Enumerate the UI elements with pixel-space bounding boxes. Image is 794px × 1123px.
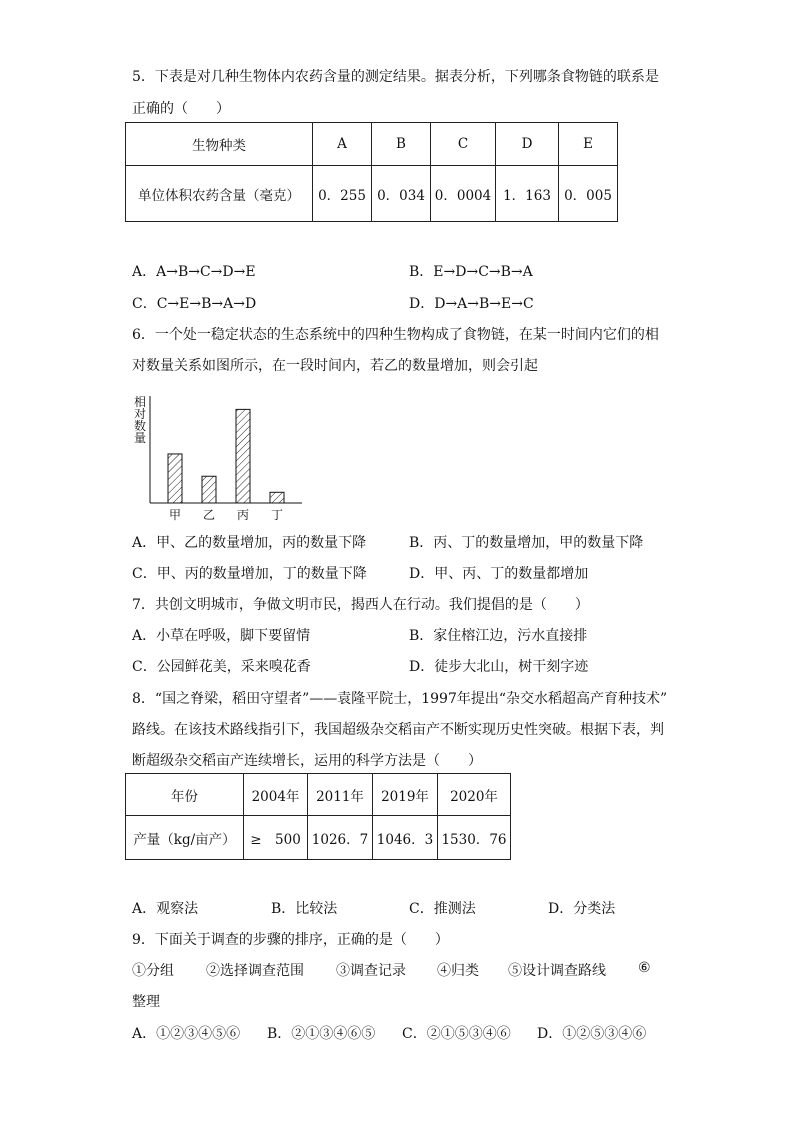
q8-stem-line2: 路线。在该技术路线指引下，我国超级杂交稻亩产不断实现历史性突破。根据下表，判 — [132, 722, 664, 738]
table-cell: 1046．3 — [373, 816, 438, 860]
q6-stem-line1: 6．一个处一稳定状态的生态系统中的四种生物构成了食物链，在某一时间内它们的相 — [132, 327, 659, 343]
q9-step: ②选择调查范围 — [206, 963, 304, 979]
x-tick-label: 甲 — [168, 508, 182, 522]
y-axis-label-char: 相 — [133, 395, 147, 409]
table-row — [126, 123, 618, 166]
table-cell: 0．0004 — [431, 166, 496, 222]
q9-stem: 9．下面关于调查的步骤的排序，正确的是（ ） — [132, 932, 449, 948]
table-cell: 0．255 — [313, 166, 372, 222]
q8-stem-line3: 断超级杂交稻亩产连续增长，运用的科学方法是（ ） — [132, 753, 482, 769]
table-header-cell: E — [559, 123, 618, 166]
q7-option-b[interactable]: B．家住榕江边，污水直接排 — [409, 628, 588, 644]
y-axis-label — [134, 394, 146, 445]
q9-option-d[interactable]: D．①②⑤③④⑥ — [537, 1026, 647, 1042]
table-cell: 单位体积农药含量（毫克） — [126, 166, 313, 222]
q5-stem-line2: 正确的（ ） — [132, 101, 230, 117]
table-header-cell: D — [496, 123, 559, 166]
table-cell: 1026．7 — [308, 816, 373, 860]
table-cell: 1530．76 — [438, 816, 511, 860]
table-header-cell: 年份 — [126, 774, 244, 816]
q7-option-a[interactable]: A．小草在呼吸，脚下要留情 — [132, 628, 311, 644]
q7-stem: 7．共创文明城市，争做文明市民，揭西人在行动。我们提倡的是（ ） — [132, 597, 589, 613]
q8-stem-line1: 8．“国之脊梁，稻田守望者”——袁隆平院士，1997年提出“杂交水稻超高产育种技术” — [132, 691, 668, 707]
q5-table — [125, 122, 618, 222]
y-axis-label-char: 量 — [133, 431, 147, 445]
x-tick-label: 丙 — [236, 508, 250, 522]
table-header-cell: 生物种类 — [126, 123, 313, 166]
q9-step: ⑤设计调查路线 — [508, 963, 606, 979]
q8-table — [125, 773, 511, 860]
q6-stem-line2: 对数量关系如图所示，在一段时间内，若乙的数量增加，则会引起 — [132, 358, 538, 374]
table-header-cell: 2011年 — [308, 774, 373, 816]
table-header-cell: C — [431, 123, 496, 166]
q7-option-d[interactable]: D．徒步大北山，树干刻字迹 — [409, 659, 589, 675]
q9-step: ①分组 — [132, 963, 174, 979]
q5-option-c[interactable]: C．C→E→B→A→D — [132, 296, 257, 312]
q9-step-continued: 整理 — [132, 994, 160, 1010]
table-cell: 0．034 — [372, 166, 431, 222]
q5-option-b[interactable]: B．E→D→C→B→A — [409, 264, 533, 280]
q8-option-a[interactable]: A．观察法 — [132, 901, 199, 917]
q6-option-b[interactable]: B．丙、丁的数量增加，甲的数量下降 — [409, 535, 644, 551]
q8-option-c[interactable]: C．推测法 — [409, 901, 476, 917]
table-header-cell: 2004年 — [244, 774, 308, 816]
q9-option-c[interactable]: C．②①⑤③④⑥ — [402, 1026, 511, 1042]
table-row — [126, 166, 618, 222]
q9-step: ⑥ — [638, 960, 651, 976]
q9-step: ④归类 — [437, 963, 479, 979]
bar-乙 — [202, 476, 216, 503]
y-axis-label-char: 对 — [133, 407, 147, 421]
q6-bar-chart — [132, 388, 302, 523]
table-cell: 0．005 — [559, 166, 618, 222]
table-header-cell: 2020年 — [438, 774, 511, 816]
bar-甲 — [168, 454, 182, 503]
q9-step: ③调查记录 — [336, 963, 406, 979]
q6-option-a[interactable]: A．甲、乙的数量增加，丙的数量下降 — [132, 535, 367, 551]
table-header-cell: A — [313, 123, 372, 166]
q5-option-a[interactable]: A．A→B→C→D→E — [132, 264, 256, 280]
q7-option-c[interactable]: C．公园鲜花美，采来嗅花香 — [132, 659, 311, 675]
x-tick-label: 丁 — [270, 508, 284, 522]
q9-option-a[interactable]: A．①②③④⑤⑥ — [132, 1026, 241, 1042]
table-row — [126, 774, 511, 816]
q9-option-b[interactable]: B．②①③④⑥⑤ — [267, 1026, 376, 1042]
table-header-cell: 2019年 — [373, 774, 438, 816]
table-row — [126, 816, 511, 860]
bar-丙 — [236, 409, 250, 503]
table-cell: 1．163 — [496, 166, 559, 222]
q5-option-d[interactable]: D．D→A→B→E→C — [409, 296, 534, 312]
x-tick-label: 乙 — [202, 508, 216, 522]
bar-丁 — [270, 492, 284, 503]
q8-option-b[interactable]: B．比较法 — [271, 901, 338, 917]
y-axis-label-char: 数 — [133, 419, 147, 433]
q6-option-d[interactable]: D．甲、丙、丁的数量都增加 — [409, 566, 589, 582]
q5-stem-line1: 5．下表是对几种生物体内农药含量的测定结果。据表分析，下列哪条食物链的联系是 — [132, 69, 659, 85]
table-header-cell: B — [372, 123, 431, 166]
q8-option-d[interactable]: D．分类法 — [548, 901, 616, 917]
table-cell: ≥ 500 — [244, 816, 308, 860]
q6-option-c[interactable]: C．甲、丙的数量增加，丁的数量下降 — [132, 566, 367, 582]
table-cell: 产量（kg/亩产） — [126, 816, 244, 860]
